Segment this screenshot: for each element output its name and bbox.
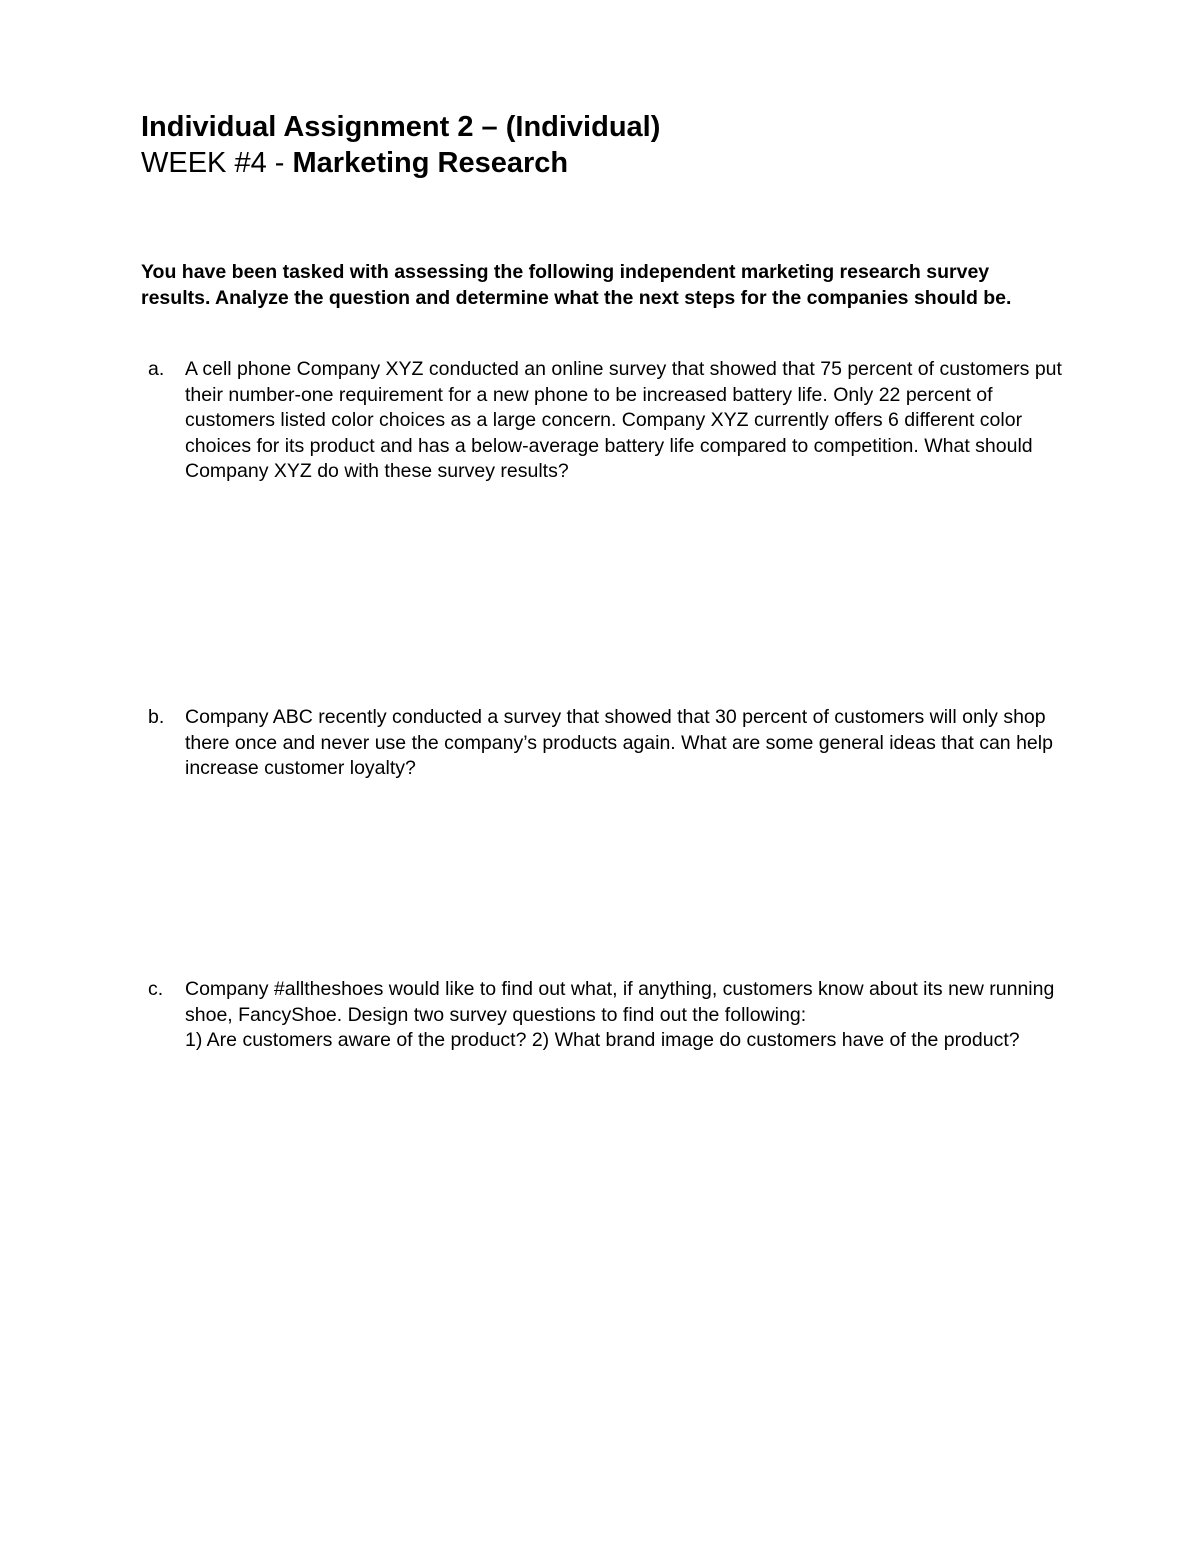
- title-block: [141, 110, 1101, 180]
- question-text: Company ABC recently conducted a survey that showed that 30 percent of customers will only shop there once and never use the company’s products again. What are some general ideas that can help increase customer loyalty?: [185, 706, 1053, 779]
- week-label: WEEK #4 -: [141, 147, 293, 179]
- question-text: [185, 977, 1065, 1054]
- question-c: [141, 977, 1141, 1054]
- week-heading: [141, 146, 1101, 180]
- question-text-part2: 1) Are customers aware of the product? 2) What brand image do customers have of the product?: [185, 1029, 1020, 1051]
- week-topic: Marketing Research: [292, 147, 569, 179]
- question-marker: a.: [148, 358, 165, 380]
- question-text: A cell phone Company XYZ conducted an online survey that showed that 75 percent of customers put their number-one requirement for a new phone to be increased battery life. Only 22 percent of customers listed color choices as a large concern. Company XYZ currently offers 6 different color choices for its product and has a below-average battery life compared to competition. What should Company XYZ do with these survey results?: [185, 358, 1062, 482]
- question-marker: c.: [148, 978, 164, 1000]
- page-title: Individual Assignment 2 – (Individual): [141, 111, 661, 143]
- question-text-part1: Company #alltheshoes would like to find out what, if anything, customers know about its new running shoe, FancyShoe. Design two survey questions to find out the following:: [185, 978, 1055, 1026]
- question-a: [141, 357, 1141, 485]
- question-marker: b.: [148, 706, 165, 728]
- question-b: [141, 705, 1141, 782]
- instructions-paragraph: You have been tasked with assessing the following independent marketing research survey results. Analyze the question and determine what the next steps for the companies should be.: [141, 261, 1012, 309]
